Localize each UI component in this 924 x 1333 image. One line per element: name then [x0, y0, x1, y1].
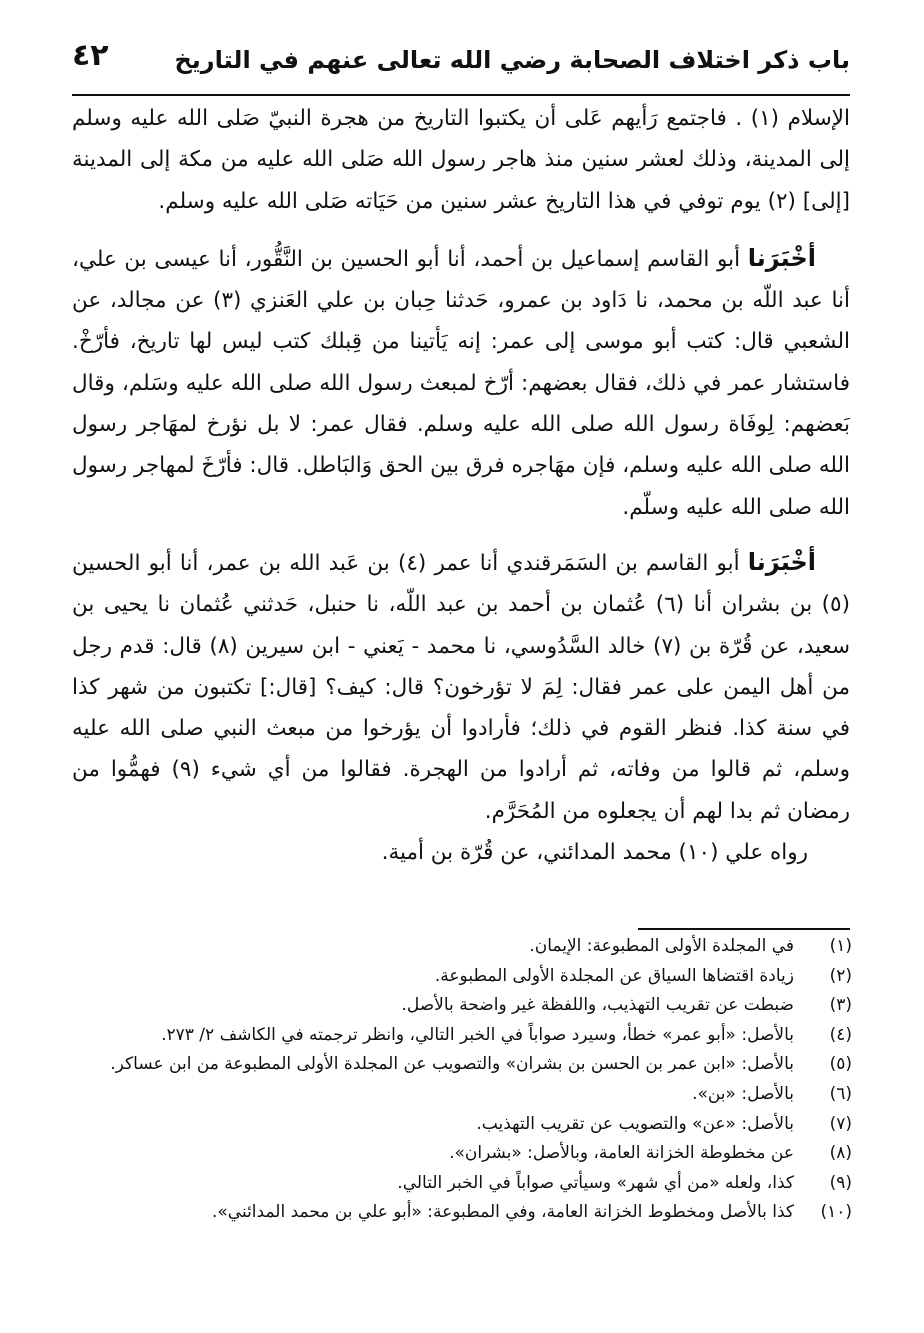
footnote-number: (٨) — [829, 1143, 852, 1164]
footnote-number: (٧) — [829, 1113, 852, 1134]
footnote — [72, 1169, 852, 1199]
footnote-number: (٩) — [829, 1172, 852, 1193]
paragraph: رواه علي (١٠) محمد المدائني، عن قُرّة بن أمية. — [381, 840, 808, 866]
footnote-text: ضبطت عن تقريب التهذيب، واللفظة غير واضحة بالأصل. — [401, 995, 794, 1016]
main-text — [72, 98, 850, 873]
isnad-lead: أخْبَرَنا — [747, 547, 817, 576]
footnote — [72, 1139, 852, 1169]
footnote-text: بالأصل: «بن». — [692, 1083, 794, 1104]
footnotes — [72, 932, 852, 1228]
footnote — [72, 1198, 852, 1228]
footnote-text: كذا بالأصل ومخطوط الخزانة العامة، وفي المطبوعة: «أبو علي بن محمد المدائني». — [211, 1202, 794, 1223]
footnote-number: (٤) — [829, 1024, 852, 1045]
footnote-number: (٦) — [829, 1083, 852, 1104]
footnote-number: (١٠) — [820, 1202, 852, 1223]
footnote — [72, 932, 852, 962]
paragraph — [72, 542, 850, 832]
isnad-lead: أخْبَرَنا — [747, 243, 816, 272]
running-title: باب ذكر اختلاف الصحابة رضي الله تعالى عنهم في التاريخ — [174, 46, 850, 74]
paragraph: الإسلام (١) . فاجتمع رَأيهم عَلى أن يكتبوا التاريخ من هجرة النبيّ صَلى الله عليه وسلم إلى المدينة، وذلك لعشر سنين منذ هاجر رسول الله صَلى الله عليه من مكة إلى المدينة [إلى] (٢) يوم توفي في هذا التاريخ عشر سنين من حَيَاته صَلى الله عليه وسلم. — [72, 106, 850, 214]
footnote-number: (٢) — [829, 965, 852, 986]
footnote — [72, 991, 852, 1021]
footnote-number: (٣) — [829, 995, 852, 1016]
footnote-number: (١) — [829, 936, 852, 956]
page-number: ٤٢ — [72, 38, 109, 73]
footnote-text: عن مخطوطة الخزانة العامة، وبالأصل: «بشران». — [449, 1143, 794, 1164]
footnote-text: كذا، ولعله «من أي شهر» وسيأتي صواباً في الخبر التالي. — [397, 1172, 794, 1193]
paragraph — [72, 238, 850, 528]
page-header — [72, 36, 850, 96]
footnote-text: بالأصل: «ابن عمر بن الحسن بن بشران» والتصويب عن المجلدة الأولى المطبوعة من ابن عساكر. — [110, 1054, 794, 1075]
footnote-text: في المجلدة الأولى المطبوعة: الإيمان. — [529, 936, 794, 956]
footnote-number: (٥) — [829, 1054, 852, 1075]
footnote — [72, 1110, 852, 1140]
footnote — [72, 1021, 852, 1051]
footnote — [72, 1050, 852, 1080]
paragraph-text: أبو القاسم إسماعيل بن أحمد، أنا أبو الحسين بن النَّقُّور، أنا عيسى بن علي، أنا عبد اللّه بن محمد، نا دَاود بن عمرو، حَدثنا حِبان بن علي العَنزي (٣) عن مجالد، عن الشعبي قال: كتب أبو موسى إلى عمر: إنه يَأتينا من قِبلك كتب ليس لها تاريخ، فأرّخْ. فاستشار عمر في ذلك، فقال بعضهم: أرّخ لمبعث رسول الله صلى الله عليه وسَلم، وقال بَعضهم: لِوفَاة رسول الله صلى الله عليه وسلم. فقال عمر: لا بل نؤرخ لمهَاجر رسول الله صلى الله عليه وسلم، فإن مهَاجره فرق بين الحق وَالبَاطل. قال: فأرّخَ لمهاجر رسول الله صلى الله عليه وسلّم. — [72, 246, 850, 520]
footnote-text: بالأصل: «أبو عمر» خطأ، وسيرد صواباً في الخبر التالي، وانظر ترجمته في الكاشف ٢/ ٢٧٣. — [161, 1024, 794, 1045]
footnote — [72, 962, 852, 992]
footnote-text: زيادة اقتضاها السياق عن المجلدة الأولى المطبوعة. — [434, 965, 794, 986]
footnote-separator — [638, 928, 850, 930]
paragraph-text: أبو القاسم بن السَمَرقندي أنا عمر (٤) بن عَبد الله بن عمر، أنا أبو الحسين (٥) بن بشران أنا (٦) عُثمان بن أحمد بن عبد اللّه، نا حنبل، حَدثني عُثمان نا يحيى بن سعيد، عن قُرّة بن (٧) خالد السَّدُوسي، نا محمد - يَعني - ابن سيرين (٨) قال: قدم رجل من أهل اليمن على عمر فقال: لِمَ لا تؤرخون؟ قال: كيف؟ [قال:] تكتبون من شهر كذا في سنة كذا. فنظر القوم في ذلك؛ فأرادوا أن يؤرخوا من مبعث النبي صلى الله عليه وسلم، ثم قالوا من وفاته، ثم أرادوا من الهجرة. فقالوا من أي شيء (٩) فهمُّوا من رمضان ثم بدا لهم أن يجعلوه من المُحَرَّم. — [72, 550, 850, 824]
footnote-text: بالأصل: «عن» والتصويب عن تقريب التهذيب. — [476, 1113, 794, 1134]
footnote — [72, 1080, 852, 1110]
